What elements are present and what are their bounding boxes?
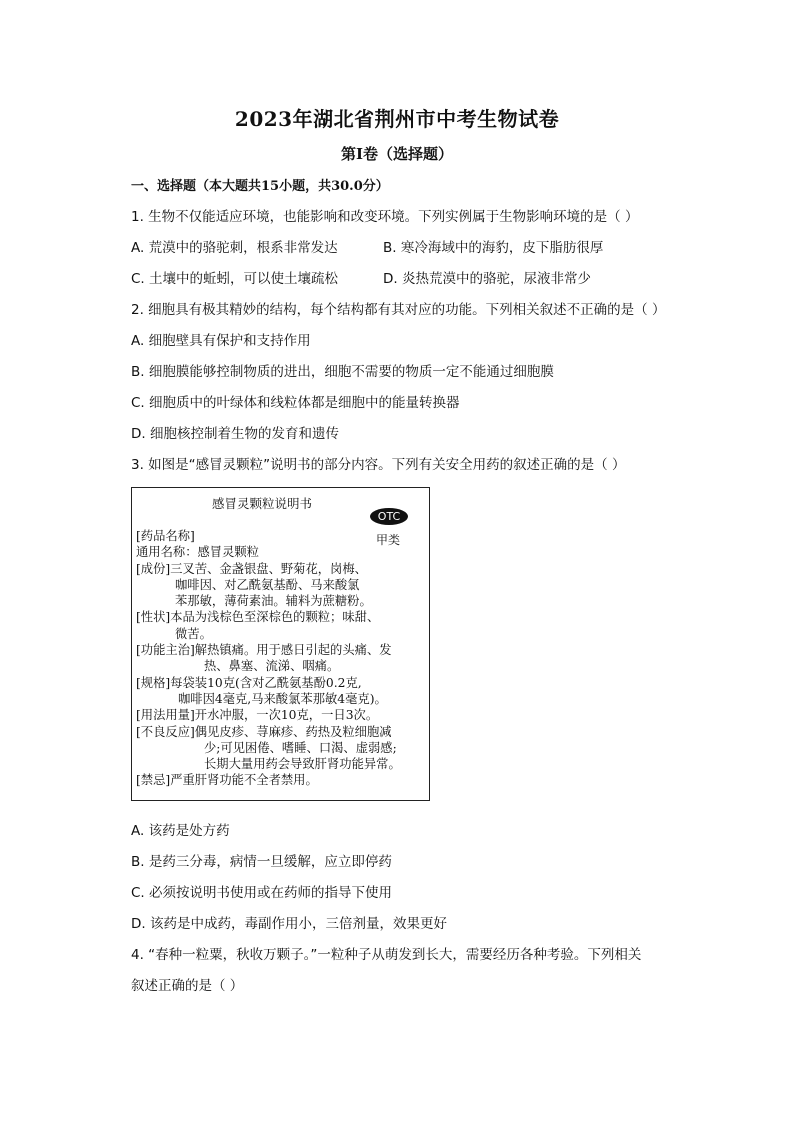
leaflet-line: 苯那敏，薄荷素油。辅料为蔗糖粉。 [175,594,372,609]
question-4-stem-line-1: 4. “春种一粒粟，秋收万颗子。”一粒种子从萌发到长大，需要经历各种考验。下列相关 [131,947,642,963]
leaflet-line: [药品名称] [136,529,195,543]
question-2-option-a: A. 细胞壁具有保护和支持作用 [131,333,311,349]
question-3-option-b: B. 是药三分毒，病情一旦缓解，应立即停药 [131,854,392,870]
leaflet-title: 感冒灵颗粒说明书 [211,496,312,511]
leaflet-line: 咖啡因、对乙酰氨基酚、马来酸氯 [175,577,360,592]
question-3-option-d: D. 该药是中成药，毒副作用小，三倍剂量，效果更好 [131,916,447,932]
question-1-option-b: B. 寒冷海域中的海豹，皮下脂肪很厚 [383,240,604,256]
question-1-options-row-2 [131,270,591,288]
exam-title: 2023年湖北省荆州市中考生物试卷 [234,107,560,131]
leaflet-body [136,528,401,789]
question-1-option-c: C. 土壤中的蚯蚓，可以使土壤疏松 [131,271,339,287]
question-3-option-c: C. 必须按说明书使用或在药师的指导下使用 [131,885,393,901]
paper-part-title: 第Ⅰ卷（选择题） [340,145,454,163]
leaflet-line: [性状]本品为浅棕色至深棕色的颗粒；味甜、 [136,610,380,625]
question-2-option-c: C. 细胞质中的叶绿体和线粒体都是细胞中的能量转换器 [131,395,460,411]
question-1-option-a: A. 荒漠中的骆驼刺，根系非常发达 [131,240,338,256]
leaflet-line: [用法用量]开水冲服，一次10克，一日3次。 [136,708,379,723]
leaflet-line: 热、鼻塞、流涕、咽痛。 [204,659,340,674]
otc-badge: OTC [370,508,408,525]
leaflet-line: 长期大量用药会导致肝肾功能异常。 [204,757,401,772]
question-2-option-b: B. 细胞膜能够控制物质的进出，细胞不需要的物质一定不能通过细胞膜 [131,364,554,380]
leaflet-line: [成份]三叉苦、金盏银盘、野菊花，岗梅、 [136,561,367,576]
question-2-option-d: D. 细胞核控制着生物的发育和遗传 [131,426,339,442]
leaflet-line: 咖啡因4毫克,马来酸氯苯那敏4毫克)。 [178,691,387,706]
leaflet-line: [不良反应]偶见皮疹、荨麻疹、药热及粒细胞减 [136,724,392,739]
question-3-stem: 3. 如图是“感冒灵颗粒”说明书的部分内容。下列有关安全用药的叙述正确的是（ ） [131,457,626,473]
section-heading: 一、选择题（本大题共15小题，共30.0分） [131,179,389,194]
leaflet-line: [禁忌]严重肝肾功能不全者禁用。 [136,773,318,788]
question-4-stem-line-2: 叙述正确的是（ ） [131,978,244,994]
medicine-leaflet-figure [131,487,430,801]
question-2-stem: 2. 细胞具有极其精妙的结构，每个结构都有其对应的功能。下列相关叙述不正确的是（ ） [131,302,666,318]
leaflet-line: 少;可见困倦、嗜睡、口渴、虚弱感; [204,740,397,755]
question-1-options-row-1 [131,239,603,257]
question-1-option-d: D. 炎热荒漠中的骆驼，尿液非常少 [383,271,591,287]
leaflet-line: [功能主治]解热镇痛。用于感日引起的头痛、发 [136,643,392,658]
otc-class-label: 甲类 [376,533,401,547]
leaflet-line: 微苦。 [175,626,212,641]
question-3-option-a: A. 该药是处方药 [131,823,230,839]
question-1-stem: 1. 生物不仅能适应环境，也能影响和改变环境。下列实例属于生物影响环境的是（ ） [131,209,639,225]
leaflet-line: 通用名称：感冒灵颗粒 [136,545,259,560]
leaflet-line: [规格]每袋装10克(含对乙酰氨基酚0.2克, [136,675,362,690]
